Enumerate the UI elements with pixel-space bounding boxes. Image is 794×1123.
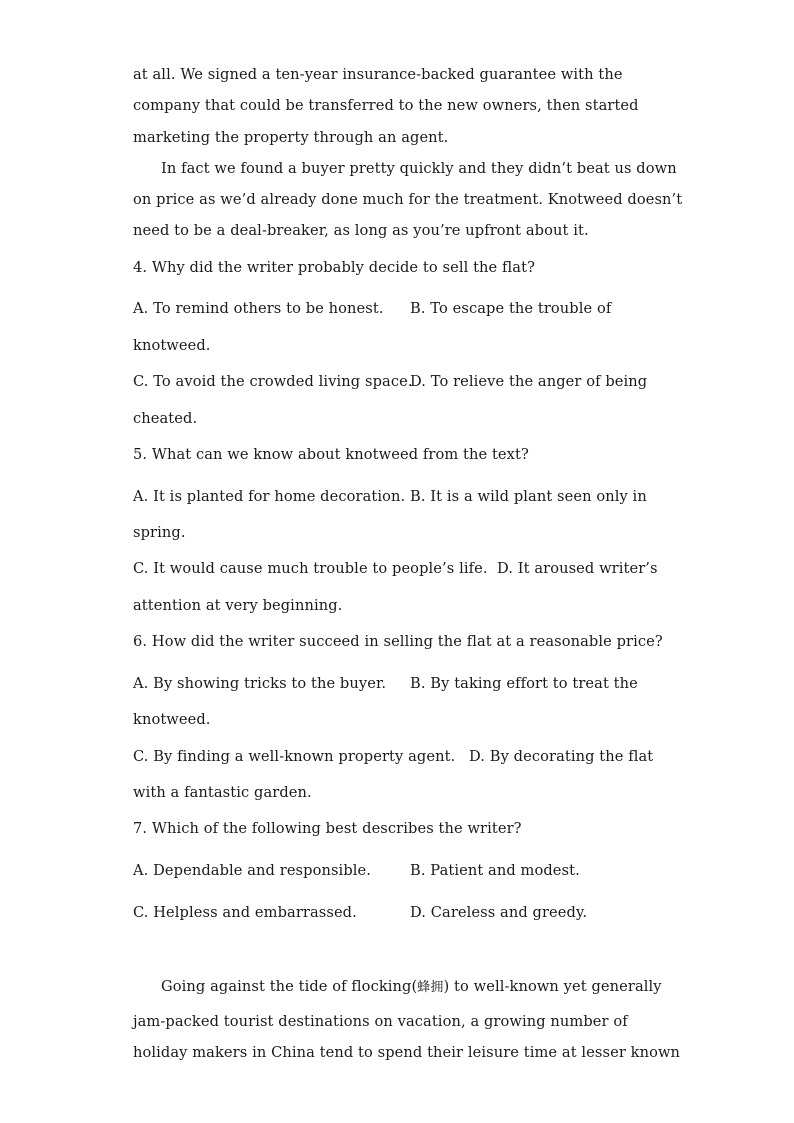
question-6-option-c: C. By finding a well-known property agent. <box>133 748 456 765</box>
question-7-option-c: C. Helpless and embarrassed. <box>133 904 357 921</box>
passage-line: marketing the property through an agent. <box>133 129 449 146</box>
question-5-option-d: D. It aroused writer’s <box>497 560 658 577</box>
question-4-option-d: D. To relieve the anger of being <box>410 373 648 390</box>
question-4-option-c: C. To avoid the crowded living space. <box>133 373 413 390</box>
passage-text: ) to well-known yet generally <box>443 978 662 995</box>
passage-line: jam-packed tourist destinations on vacation, a growing number of <box>133 1013 628 1030</box>
passage-line: company that could be transferred to the new owners, then started <box>133 97 639 114</box>
question-5-option-b: B. It is a wild plant seen only in <box>410 488 647 505</box>
question-5-option-b-cont: spring. <box>133 524 186 541</box>
question-4-option-b: B. To escape the trouble of <box>410 300 612 317</box>
question-6-option-b-cont: knotweed. <box>133 711 211 728</box>
passage-line: In fact we found a buyer pretty quickly and they didn’t beat us down <box>161 160 677 177</box>
question-7-option-a: A. Dependable and responsible. <box>133 862 372 879</box>
question-4-option-b-cont: knotweed. <box>133 337 211 354</box>
question-5-option-c: C. It would cause much trouble to people’s life. <box>133 560 488 577</box>
question-7-option-d: D. Careless and greedy. <box>410 904 588 921</box>
question-6-option-a: A. By showing tricks to the buyer. <box>133 675 387 692</box>
question-7-stem: 7. Which of the following best describes the writer? <box>133 820 522 837</box>
question-4-stem: 4. Why did the writer probably decide to sell the flat? <box>133 259 535 276</box>
question-7-option-b: B. Patient and modest. <box>410 862 580 879</box>
passage-line: on price as we’d already done much for the treatment. Knotweed doesn’t <box>133 191 683 208</box>
question-6-stem: 6. How did the writer succeed in selling the flat at a reasonable price? <box>133 633 663 650</box>
question-5-option-d-cont: attention at very beginning. <box>133 597 343 614</box>
passage-line: holiday makers in China tend to spend their leisure time at lesser known <box>133 1044 681 1061</box>
question-6-option-d: D. By decorating the flat <box>469 748 654 765</box>
passage-line: need to be a deal-breaker, as long as you’re upfront about it. <box>133 222 589 239</box>
question-6-option-d-cont: with a fantastic garden. <box>133 784 312 801</box>
question-5-stem: 5. What can we know about knotweed from the text? <box>133 446 529 463</box>
passage-line <box>161 976 662 995</box>
question-5-option-a: A. It is planted for home decoration. <box>133 488 406 505</box>
question-4-option-a: A. To remind others to be honest. <box>133 300 384 317</box>
question-6-option-b: B. By taking effort to treat the <box>410 675 638 692</box>
question-4-option-d-cont: cheated. <box>133 410 198 427</box>
passage-text: Going against the tide of flocking( <box>161 978 418 995</box>
chinese-gloss: 蜂拥 <box>417 980 444 995</box>
passage-line: at all. We signed a ten-year insurance-backed guarantee with the <box>133 66 623 83</box>
